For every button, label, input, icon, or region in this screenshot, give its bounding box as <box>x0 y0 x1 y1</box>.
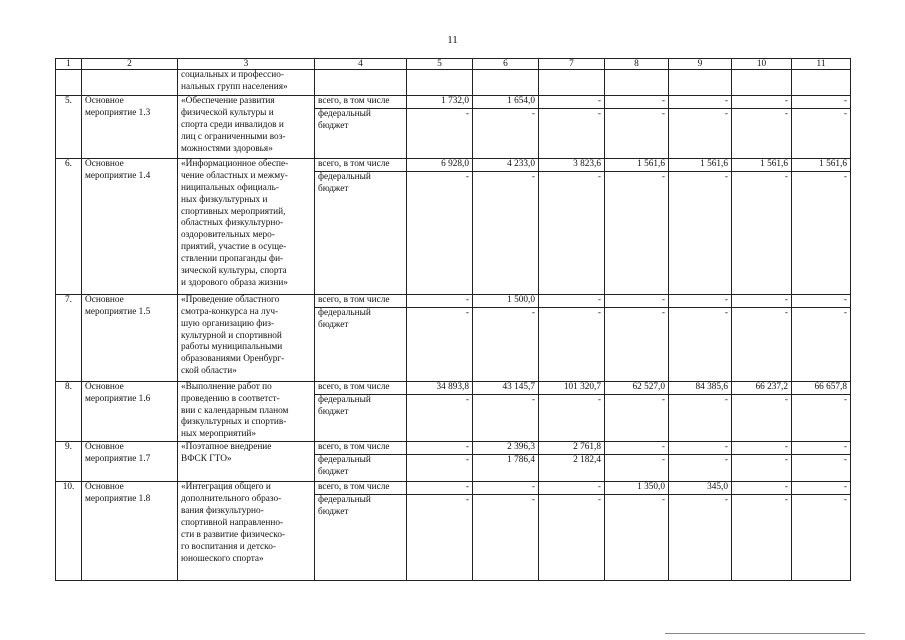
federal-value: 1 786,4 <box>473 455 539 482</box>
header-cell: 11 <box>792 59 851 70</box>
federal-value: - <box>792 171 851 294</box>
total-value: 6 928,0 <box>407 158 473 171</box>
header-cell: 6 <box>473 59 539 70</box>
federal-value: - <box>473 307 539 381</box>
federal-value: - <box>669 108 732 158</box>
total-value: - <box>792 96 851 109</box>
event-name-line: ствлении пропаганды фи- <box>181 254 284 265</box>
federal-value: - <box>732 495 792 581</box>
federal-value: - <box>669 307 732 381</box>
event-title-line: Основное <box>85 158 124 169</box>
event-name-line: физической культуры и <box>181 107 274 118</box>
row-number: 8. <box>56 381 82 442</box>
federal-value: - <box>732 171 792 294</box>
federal-value: - <box>732 108 792 158</box>
event-name <box>178 482 315 581</box>
table-row <box>56 442 851 455</box>
event-title <box>82 442 178 482</box>
federal-value: - <box>407 171 473 294</box>
header-cell: 9 <box>669 59 732 70</box>
event-name-line: чение областных и межму- <box>181 170 288 181</box>
federal-label-line: бюджет <box>318 467 349 478</box>
total-value: 101 320,7 <box>539 381 605 394</box>
event-name-line: и здорового образа жизни» <box>181 277 288 288</box>
event-name-line: ных мероприятий» <box>181 429 257 440</box>
federal-value: - <box>473 495 539 581</box>
total-value: 66 657,8 <box>792 381 851 394</box>
total-label: всего, в том числе <box>315 482 407 495</box>
federal-label <box>315 455 407 482</box>
total-value: - <box>732 442 792 455</box>
table-row <box>56 96 851 109</box>
event-name-line: физкультурных и спортив- <box>181 417 287 428</box>
total-value: - <box>539 294 605 307</box>
total-label: всего, в том числе <box>315 294 407 307</box>
event-title <box>82 294 178 381</box>
federal-value: - <box>792 455 851 482</box>
total-value: 345,0 <box>669 482 732 495</box>
total-value: - <box>605 294 669 307</box>
row-number: 7. <box>56 294 82 381</box>
total-value: - <box>732 294 792 307</box>
total-value: 1 500,0 <box>473 294 539 307</box>
row-number: 9. <box>56 442 82 482</box>
event-title-line: Основное <box>85 381 124 392</box>
federal-value: - <box>732 307 792 381</box>
total-value: 62 527,0 <box>605 381 669 394</box>
event-name-line: работы муниципальными <box>181 342 283 353</box>
event-name-line: юношеского спорта» <box>181 553 264 564</box>
event-name-line: ской области» <box>181 366 237 377</box>
total-value: - <box>669 294 732 307</box>
federal-value: - <box>792 307 851 381</box>
total-label: всего, в том числе <box>315 442 407 455</box>
federal-value: - <box>473 394 539 441</box>
event-name-line: образованиями Оренбург- <box>181 354 285 365</box>
event-name-line: спортивной направленно- <box>181 517 284 528</box>
total-label: всего, в том числе <box>315 158 407 171</box>
federal-value: - <box>539 495 605 581</box>
federal-value: - <box>669 455 732 482</box>
federal-value: - <box>669 394 732 441</box>
event-name-line: ных физкультурных и <box>181 194 268 205</box>
total-value: - <box>669 442 732 455</box>
event-name-line: го воспитания и детско- <box>181 541 276 552</box>
federal-label-line: федеральный <box>318 307 371 318</box>
total-value: - <box>605 96 669 109</box>
total-value: 1 561,6 <box>792 158 851 171</box>
federal-label-line: бюджет <box>318 506 349 517</box>
header-cell: 4 <box>315 59 407 70</box>
federal-value: - <box>669 495 732 581</box>
header-cell: 2 <box>82 59 178 70</box>
header-cell: 5 <box>407 59 473 70</box>
event-name-line: сти в развитие физическо- <box>181 529 286 540</box>
event-name <box>178 158 315 294</box>
federal-value: - <box>732 394 792 441</box>
federal-value: - <box>407 307 473 381</box>
header-cell: 1 <box>56 59 82 70</box>
event-title <box>82 158 178 294</box>
total-value: - <box>539 482 605 495</box>
row-number: 10. <box>56 482 82 581</box>
federal-value: - <box>605 495 669 581</box>
table-row <box>56 158 851 171</box>
page-number: 11 <box>447 34 458 46</box>
total-value: 1 654,0 <box>473 96 539 109</box>
federal-value: - <box>792 394 851 441</box>
federal-value: - <box>539 307 605 381</box>
total-value: 1 732,0 <box>407 96 473 109</box>
header-cell: 7 <box>539 59 605 70</box>
event-title <box>82 482 178 581</box>
federal-label <box>315 171 407 294</box>
federal-label-line: федеральный <box>318 108 371 119</box>
federal-value: - <box>669 171 732 294</box>
header-row <box>56 59 851 70</box>
total-label: всего, в том числе <box>315 96 407 109</box>
federal-value: - <box>605 455 669 482</box>
event-name-line: «Поэтапное внедрение <box>181 442 272 453</box>
event-title <box>82 96 178 159</box>
federal-value: - <box>473 171 539 294</box>
event-name-line: смотра-конкурса на луч- <box>181 306 279 317</box>
row-number: 6. <box>56 158 82 294</box>
federal-label-line: бюджет <box>318 120 349 131</box>
event-name-line: вии с календарным планом <box>181 405 289 416</box>
total-value: - <box>792 482 851 495</box>
header-cell: 8 <box>605 59 669 70</box>
event-name <box>178 381 315 442</box>
event-title-line: Основное <box>85 442 124 453</box>
federal-label-line: бюджет <box>318 183 349 194</box>
event-name-line: приятий, участие в осуще- <box>181 242 287 253</box>
total-value: 4 233,0 <box>473 158 539 171</box>
table-row <box>56 381 851 394</box>
event-name-line: «Выполнение работ по <box>181 381 272 392</box>
federal-label <box>315 307 407 381</box>
event-title <box>82 381 178 442</box>
event-name <box>178 96 315 159</box>
federal-value: - <box>605 108 669 158</box>
federal-label-line: федеральный <box>318 455 371 466</box>
federal-label-line: бюджет <box>318 406 349 417</box>
federal-value: - <box>407 108 473 158</box>
event-name-line: зической культуры, спорта <box>181 266 287 277</box>
total-value: - <box>792 294 851 307</box>
event-name-line: «Обеспечение развития <box>181 96 275 106</box>
federal-label-line: бюджет <box>318 319 349 330</box>
total-value: 84 385,6 <box>669 381 732 394</box>
federal-value: - <box>539 108 605 158</box>
event-name-line: спортивных мероприятий, <box>181 206 286 217</box>
total-value: 1 350,0 <box>605 482 669 495</box>
event-title-line: мероприятие 1.5 <box>85 306 151 317</box>
federal-label-line: федеральный <box>318 171 371 182</box>
header-cell: 10 <box>732 59 792 70</box>
federal-value: - <box>605 171 669 294</box>
event-name-line: лиц с ограниченными воз- <box>181 131 286 142</box>
header-cell: 3 <box>178 59 315 70</box>
event-name-line: «Информационное обеспе- <box>181 158 289 169</box>
total-value: - <box>473 482 539 495</box>
event-name-line: проведению в соответст- <box>181 393 280 404</box>
federal-value: - <box>605 394 669 441</box>
total-value: - <box>407 294 473 307</box>
event-name-line: областных физкультурно- <box>181 218 284 229</box>
event-name <box>178 294 315 381</box>
event-name-line: оздоровительных меро- <box>181 230 275 241</box>
event-title-line: Основное <box>85 482 124 493</box>
federal-value: - <box>792 108 851 158</box>
bottom-rule <box>665 633 865 634</box>
event-name-line: ВФСК ГТО» <box>181 454 232 465</box>
total-value: - <box>732 482 792 495</box>
event-name <box>178 442 315 482</box>
total-value: 66 237,2 <box>732 381 792 394</box>
row-number: 5. <box>56 96 82 159</box>
federal-value: - <box>605 307 669 381</box>
federal-value: - <box>539 394 605 441</box>
total-label: всего, в том числе <box>315 381 407 394</box>
federal-value: - <box>407 394 473 441</box>
federal-value: 2 182,4 <box>539 455 605 482</box>
federal-label <box>315 495 407 581</box>
event-name-line: шую организацию физ- <box>181 318 275 329</box>
total-value: 2 396,3 <box>473 442 539 455</box>
total-value: 2 761,8 <box>539 442 605 455</box>
continuation-name: социальных и профессио- нальных групп населения» <box>178 70 315 96</box>
federal-value: - <box>792 495 851 581</box>
federal-value: - <box>407 495 473 581</box>
federal-label-line: федеральный <box>318 394 371 405</box>
event-title-line: мероприятие 1.4 <box>85 170 151 181</box>
federal-label-line: федеральный <box>318 495 371 506</box>
total-value: - <box>605 442 669 455</box>
event-title-line: Основное <box>85 96 124 106</box>
event-name-line: «Интеграция общего и <box>181 482 271 493</box>
federal-value: - <box>539 171 605 294</box>
event-name-line: «Проведение областного <box>181 294 280 305</box>
total-value: - <box>792 442 851 455</box>
event-title-line: мероприятие 1.6 <box>85 393 151 404</box>
event-name-line: культурной и спортивной <box>181 330 282 341</box>
event-name-line: дополнительного образо- <box>181 494 282 505</box>
total-value: - <box>539 96 605 109</box>
event-title-line: мероприятие 1.8 <box>85 494 151 505</box>
federal-label <box>315 108 407 158</box>
event-name-line: вания физкультурно- <box>181 505 264 516</box>
federal-label <box>315 394 407 441</box>
program-table <box>55 58 851 581</box>
total-value: - <box>407 442 473 455</box>
total-value: 1 561,6 <box>732 158 792 171</box>
total-value: - <box>407 482 473 495</box>
continuation-row <box>56 70 851 96</box>
event-name-line: ниципальных официаль- <box>181 182 279 193</box>
federal-value: - <box>407 455 473 482</box>
event-title-line: мероприятие 1.3 <box>85 107 151 118</box>
event-name-line: спорта среди инвалидов и <box>181 119 284 130</box>
table-row <box>56 482 851 495</box>
event-name-line: можностями здоровья» <box>181 143 273 154</box>
total-value: 43 145,7 <box>473 381 539 394</box>
table-row <box>56 294 851 307</box>
total-value: 34 893,8 <box>407 381 473 394</box>
event-title-line: Основное <box>85 294 124 305</box>
total-value: 1 561,6 <box>669 158 732 171</box>
federal-value: - <box>732 455 792 482</box>
total-value: - <box>669 96 732 109</box>
total-value: 3 823,6 <box>539 158 605 171</box>
event-title-line: мероприятие 1.7 <box>85 454 151 465</box>
total-value: 1 561,6 <box>605 158 669 171</box>
federal-value: - <box>473 108 539 158</box>
total-value: - <box>732 96 792 109</box>
